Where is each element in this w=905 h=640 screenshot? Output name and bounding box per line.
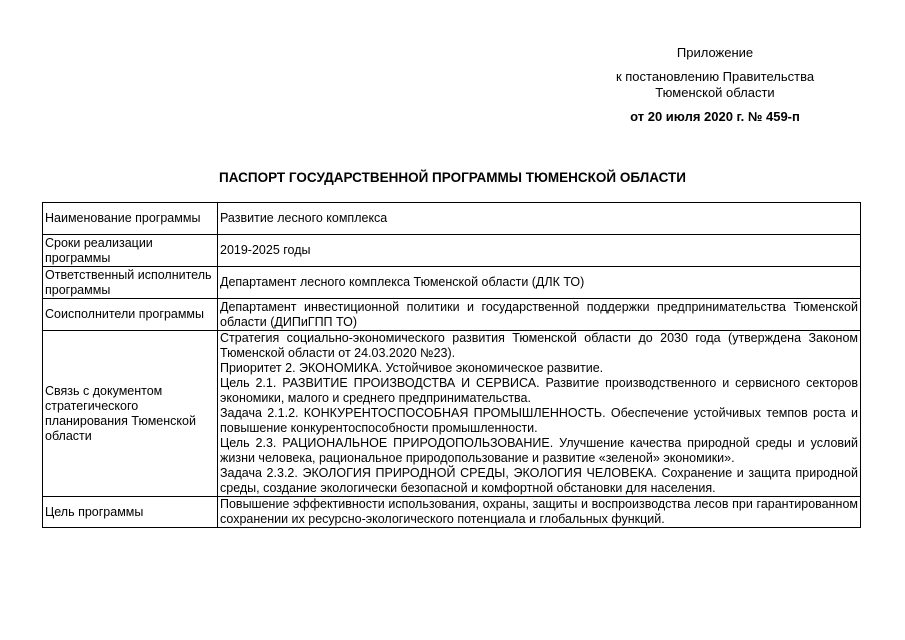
row-value xyxy=(218,203,861,235)
appendix-header xyxy=(570,45,860,125)
appendix-label: Приложение xyxy=(676,45,754,60)
region-name: Тюменской области xyxy=(655,85,775,100)
row-label: Ответственный исполнитель программы xyxy=(43,267,218,299)
value-text: Департамент инвестиционной политики и государственной поддержки предпринимательства Тюменской области (ДИПиГПП ТО) xyxy=(220,299,858,329)
value-text: Департамент лесного комплекса Тюменской области (ДЛК ТО) xyxy=(220,275,585,289)
program-passport-table xyxy=(42,202,861,528)
table-row xyxy=(43,235,861,267)
row-value xyxy=(218,299,861,331)
row-value xyxy=(218,267,861,299)
value-text: Цель 2.3. РАЦИОНАЛЬНОЕ ПРИРОДОПОЛЬЗОВАНИЕ. Улучшение качества природной среды и условий жизни человека, рациональное природопользование и развитие «зеленой» экономики». xyxy=(220,436,858,465)
resolution-reference: к постановлению Правительства xyxy=(615,69,815,84)
value-text: 2019-2025 годы xyxy=(220,243,311,257)
row-value xyxy=(218,497,861,528)
table-row xyxy=(43,299,861,331)
row-label: Сроки реализации программы xyxy=(43,235,218,267)
value-text: Задача 2.3.2. ЭКОЛОГИЯ ПРИРОДНОЙ СРЕДЫ, ЭКОЛОГИЯ ЧЕЛОВЕКА. Сохранение и защита природной среды, создание экологически безопасной и комфортной обстановки для населения. xyxy=(220,466,858,495)
value-text: Стратегия социально-экономического развития Тюменской области до 2030 года (утверждена Законом Тюменской области от 24.03.2020 №23). xyxy=(220,331,858,360)
row-label: Цель программы xyxy=(43,497,218,528)
row-value xyxy=(218,235,861,267)
row-label: Наименование программы xyxy=(43,203,218,235)
value-text: Повышение эффективности использования, охраны, защиты и воспроизводства лесов при гарантированном сохранении их ресурсно-экологического потенциала и глобальных функций. xyxy=(220,497,858,526)
row-label: Соисполнители программы xyxy=(43,299,218,331)
value-text: Приоритет 2. ЭКОНОМИКА. Устойчивое экономическое развитие. xyxy=(220,361,604,375)
value-text: Цель 2.1. РАЗВИТИЕ ПРОИЗВОДСТВА И СЕРВИСА. Развитие производственного и сервисного секторов экономики, малого и среднего предпринимательства. xyxy=(220,376,858,405)
row-label: Связь с документом стратегического планирования Тюменской области xyxy=(43,331,218,497)
row-value xyxy=(218,331,861,497)
value-text: Задача 2.1.2. КОНКУРЕНТОСПОСОБНАЯ ПРОМЫШЛЕННОСТЬ. Обеспечение устойчивых темпов роста и повышение конкурентоспособности промышленности. xyxy=(220,406,858,435)
value-text: Развитие лесного комплекса xyxy=(220,211,388,225)
table-row xyxy=(43,497,861,528)
table-row xyxy=(43,267,861,299)
table-row xyxy=(43,331,861,497)
table-row xyxy=(43,203,861,235)
document-title: ПАСПОРТ ГОСУДАРСТВЕННОЙ ПРОГРАММЫ ТЮМЕНСКОЙ ОБЛАСТИ xyxy=(219,170,686,185)
resolution-date-number: от 20 июля 2020 г. № 459-п xyxy=(630,109,800,124)
